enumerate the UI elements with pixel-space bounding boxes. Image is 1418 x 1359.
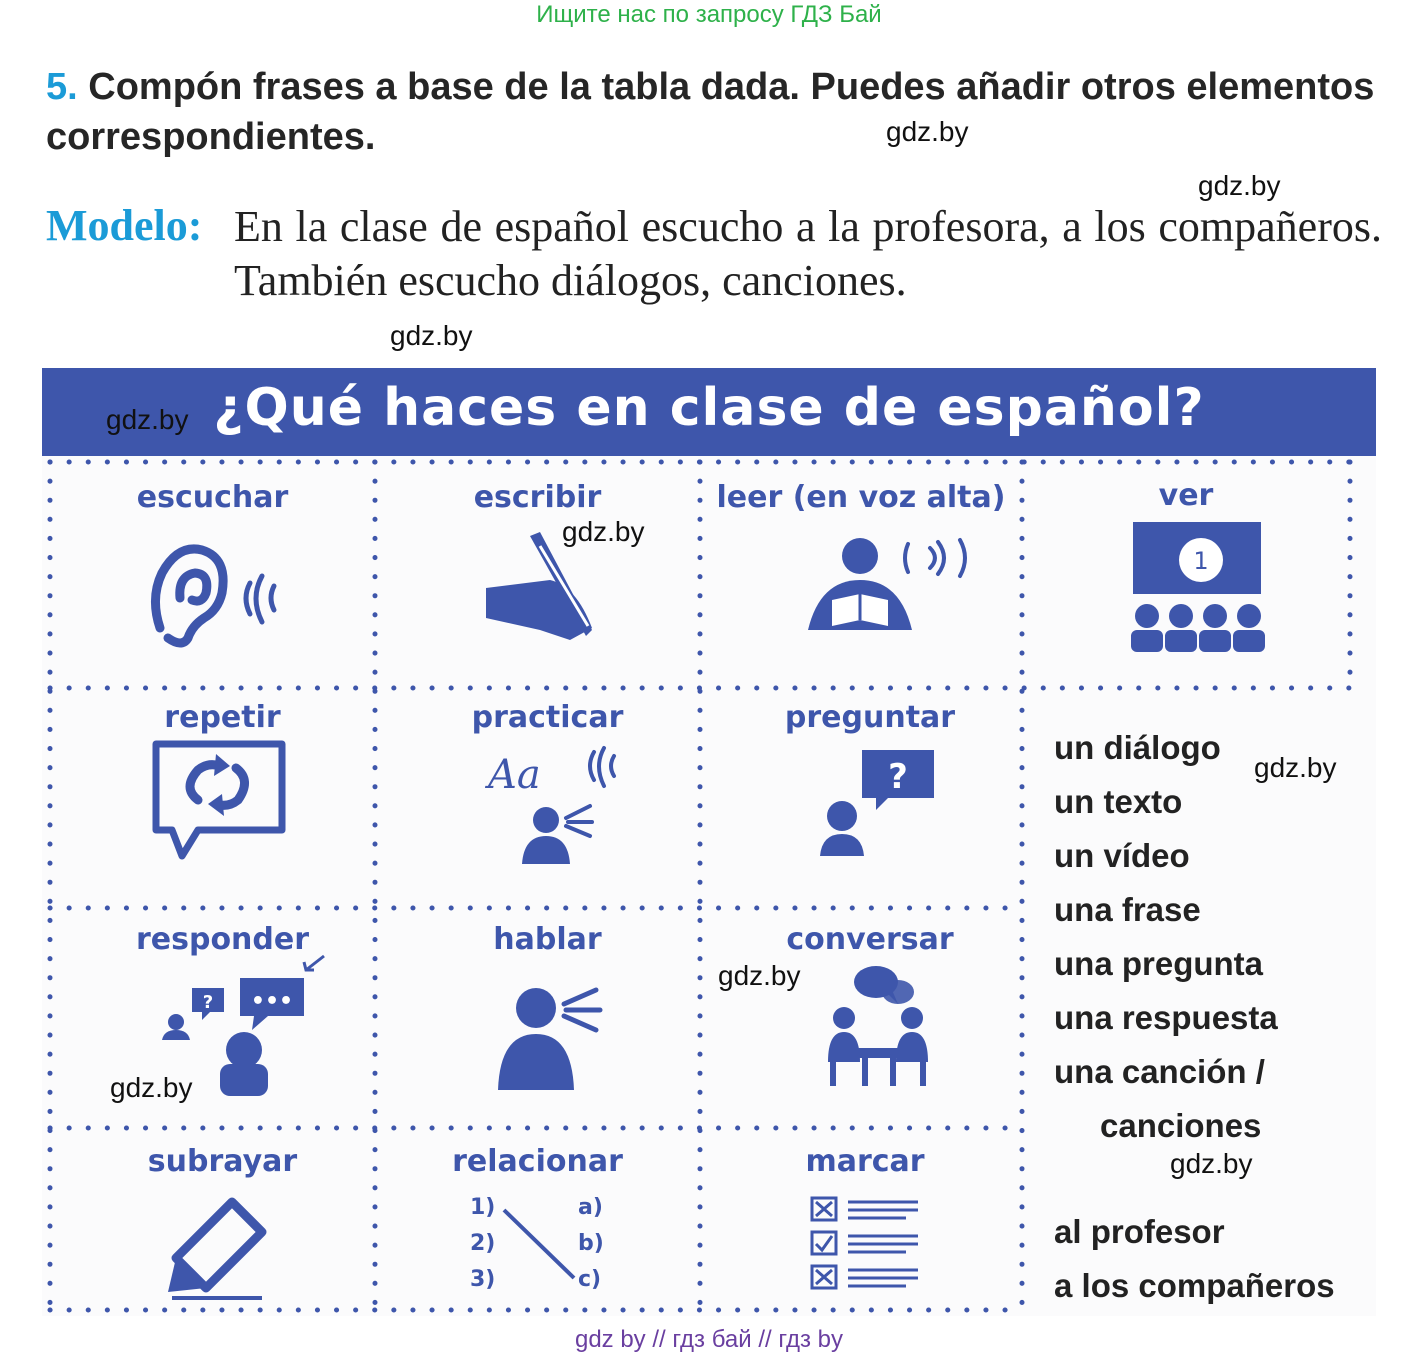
watermark: gdz.by (1254, 752, 1337, 783)
verb-practicar: practicar (471, 700, 624, 735)
object-word: un vídeo (1054, 837, 1190, 874)
watermark: gdz.by (1170, 1148, 1253, 1179)
object-word: una pregunta (1054, 945, 1264, 982)
aa-text: Aa (488, 752, 541, 798)
checklist-icon (806, 1194, 926, 1294)
task-text: Compón frases a base de la tabla dada. Puedes añadir otros elementos correspondientes. (46, 66, 1375, 158)
verb-marcar: marcar (805, 1144, 925, 1179)
watermark: gdz.by (106, 404, 189, 435)
screen-number: 1 (1193, 547, 1209, 575)
object-word: un texto (1054, 783, 1183, 820)
screen-audience-icon (1125, 522, 1275, 652)
verb-preguntar: preguntar (784, 700, 956, 735)
modelo-label: Modelo: (46, 201, 203, 250)
verb-repetir: repetir (164, 700, 281, 735)
verb-leer: leer (en voz alta) (716, 480, 1006, 515)
verb-ver: ver (1158, 478, 1214, 513)
object-word: una respuesta (1054, 999, 1278, 1036)
match-right-3: c) (578, 1267, 602, 1292)
watermark: gdz.by (562, 516, 645, 547)
task-number: 5. (46, 66, 78, 108)
verb-hablar: hablar (493, 922, 602, 957)
watermark: gdz.by (1198, 170, 1281, 201)
repeat-icon (150, 738, 290, 862)
modelo-text: En la clase de español escucho a la profesora, a los compañeros. También escucho diálogos, canciones. (234, 202, 1382, 305)
footer-watermark: gdz by // гдз бай // гдз by (574, 1326, 844, 1353)
matching-icon (466, 1194, 616, 1294)
reader-icon (800, 534, 970, 639)
practice-speaking-icon (480, 742, 630, 867)
object-word: al profesor (1054, 1213, 1225, 1250)
object-word: una canción / (1054, 1053, 1265, 1090)
watermark: gdz.by (886, 116, 969, 147)
small-question-mark: ? (202, 992, 214, 1013)
match-left-2: 2) (470, 1231, 496, 1256)
object-word: un diálogo (1054, 729, 1221, 766)
conversation-table-icon (822, 962, 942, 1092)
verb-escuchar: escuchar (136, 480, 289, 515)
highlighter-icon (162, 1194, 282, 1304)
question-mark: ? (888, 757, 908, 797)
ear-icon (140, 538, 300, 648)
verb-escribir: escribir (473, 480, 602, 515)
speaking-person-icon (494, 982, 614, 1092)
object-word: una frase (1054, 891, 1201, 928)
match-left-3: 3) (470, 1267, 496, 1292)
table-title: ¿Qué haces en clase de español? (213, 378, 1205, 438)
verb-responder: responder (135, 922, 310, 957)
match-right-2: b) (578, 1231, 604, 1256)
dots-text: ••• (250, 989, 294, 1014)
top-banner: Ищите нас по запросу ГДЗ Бай (536, 1, 882, 28)
match-left-1: 1) (470, 1195, 496, 1220)
ask-question-icon (814, 744, 944, 859)
object-word: canciones (1100, 1107, 1262, 1144)
watermark: gdz.by (390, 320, 473, 351)
verb-conversar: conversar (786, 922, 954, 957)
watermark: gdz.by (718, 960, 801, 991)
match-right-1: a) (578, 1195, 603, 1220)
object-word: a los compañeros (1054, 1267, 1335, 1304)
verb-relacionar: relacionar (452, 1144, 623, 1179)
verb-subrayar: subrayar (147, 1144, 298, 1179)
watermark: gdz.by (110, 1072, 193, 1103)
